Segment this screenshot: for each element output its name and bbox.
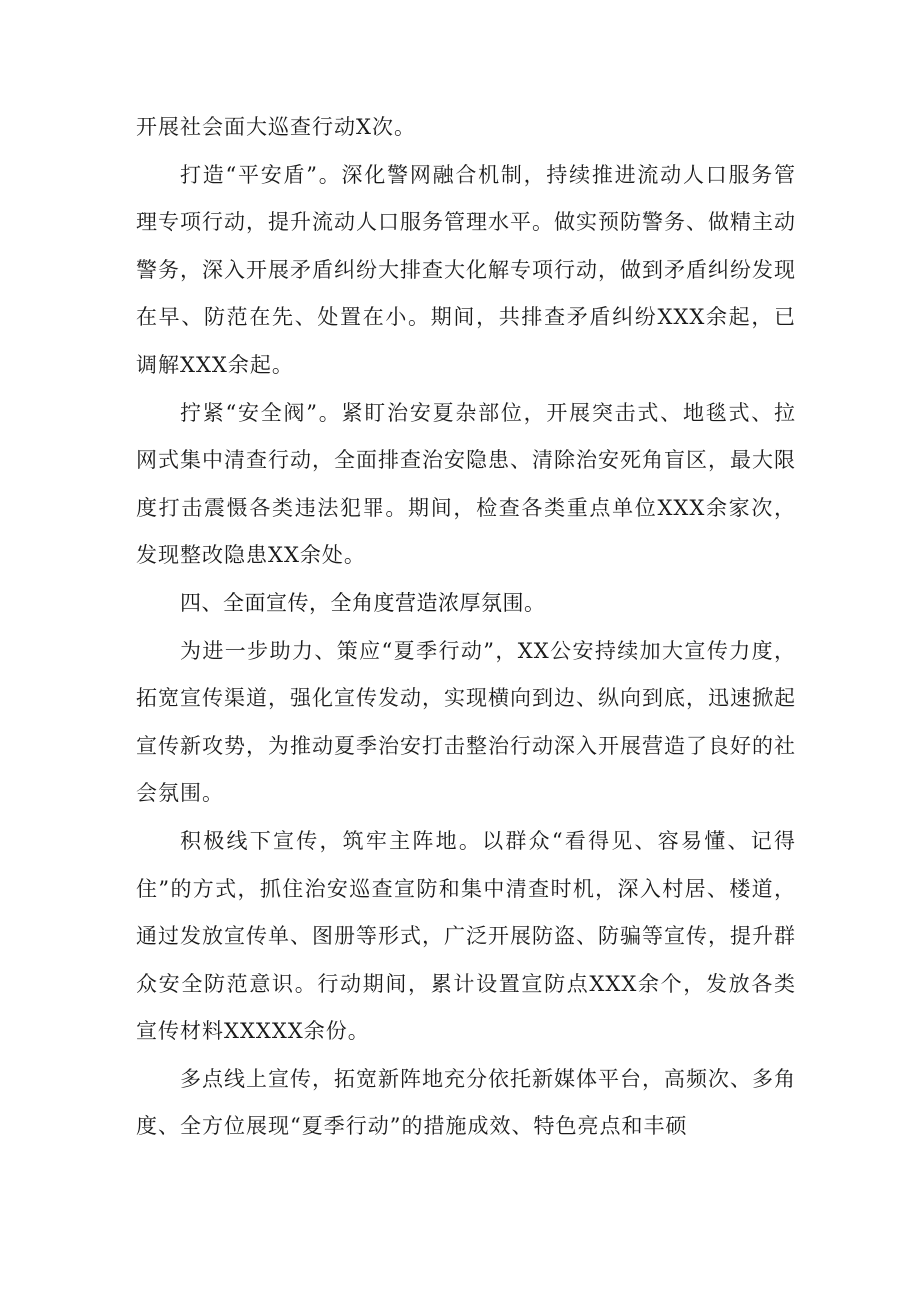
paragraph-publicity-intro: 为进一步助力、策应“夏季行动”，XX公安持续加大宣传力度，拓宽宣传渠道，强化宣传发动，实现横向到边、纵向到底，迅速掀起宣传新攻势，为推动夏季治安打击整治行动深入开展营造了良好的社会氛围。 — [136, 638, 796, 806]
paragraph-online-publicity: 多点线上宣传，拓宽新阵地充分依托新媒体平台，高频次、多角度、全方位展现“夏季行动”的措施成效、特色亮点和丰硕 — [136, 1066, 796, 1139]
section-heading-four: 四、全面宣传，全角度营造浓厚氛围。 — [180, 590, 546, 615]
paragraph-offline-publicity: 积极线下宣传，筑牢主阵地。以群众“看得见、容易懂、记得住”的方式，抓住治安巡查宣防和集中清查时机，深入村居、楼道，通过发放宣传单、图册等形式，广泛开展防盗、防骗等宣传，提升群众安全防范意识。行动期间，累计设置宣防点XXX余个，发放各类宣传材料XXXXX余份。 — [136, 828, 796, 1044]
paragraph-ping-an-dun: 打造“平安盾”。深化警网融合机制，持续推进流动人口服务管理专项行动，提升流动人口服务管理水平。做实预防警务、做精主动警务，深入开展矛盾纠纷大排查大化解专项行动，做到矛盾纠纷发现在早、防范在先、处置在小。期间，共排查矛盾纠纷XXX余起，已调解XXX余起。 — [136, 162, 796, 377]
paragraph-an-quan-fa: 拧紧“安全阀”。紧盯治安夏杂部位，开展突击式、地毯式、拉网式集中清查行动，全面排查治安隐患、清除治安死角盲区，最大限度打击震慑各类违法犯罪。期间，检查各类重点单位XXX余家次，发现整改隐患XX余处。 — [136, 400, 796, 568]
paragraph-continuation: 开展社会面大巡查行动X次。 — [136, 115, 416, 139]
document-body — [136, 104, 796, 1151]
